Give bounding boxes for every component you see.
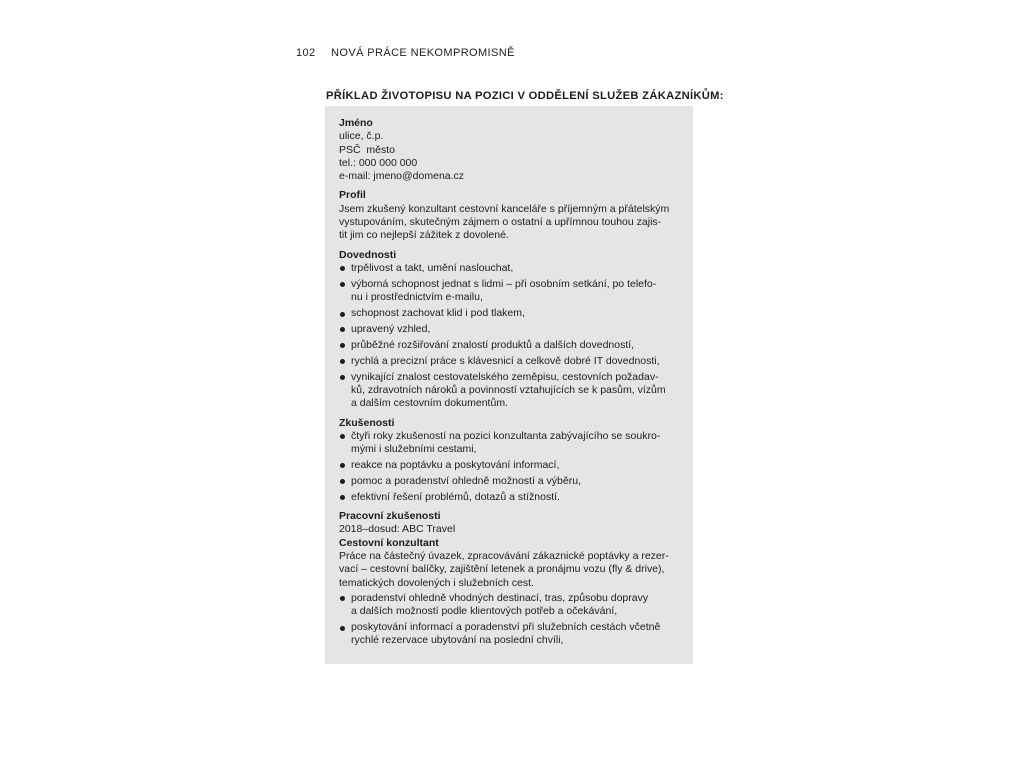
profile-section: [339, 189, 679, 242]
bullet-icon: [340, 282, 345, 287]
work-experience-heading: Pracovní zkušenosti: [339, 510, 441, 523]
list-item-line: průběžné rozšiřování znalostí produktů a dalších dovedností,: [351, 338, 635, 351]
list-item-line: poradenství ohledně vhodných destinací, tras, způsobu dopravy: [351, 591, 649, 604]
profile-line: vystupováním, skutečným zájmem o ostatní a upřímnou touhou zajis-: [339, 216, 662, 229]
experience-summary-list: [339, 430, 679, 504]
list-item-line: rychlé rezervace ubytování na poslední chvíli,: [351, 634, 564, 647]
bullet-icon: [340, 312, 345, 317]
contact-phone: tel.: 000 000 000: [339, 156, 418, 169]
profile-heading: Profil: [339, 189, 366, 202]
list-item: [339, 621, 679, 648]
bullet-icon: [340, 495, 345, 500]
list-item-line: a dalších možností podle klientových potřeb a očekávání,: [351, 605, 618, 618]
skills-section: [339, 249, 679, 411]
list-item-line: čtyři roky zkušeností na pozici konzultanta zabývajícího se soukro-: [351, 429, 661, 442]
list-item-line: efektivní řešení problémů, dotazů a stížností.: [351, 490, 560, 503]
book-title: NOVÁ PRÁCE NEKOMPROMISNĚ: [331, 47, 515, 59]
experience-summary-section: [339, 417, 679, 505]
bullet-icon: [340, 343, 345, 348]
contact-name: Jméno: [339, 117, 373, 129]
bullet-icon: [340, 479, 345, 484]
list-item: [339, 278, 679, 305]
list-item-line: výborná schopnost jednat s lidmi – při osobním setkání, po telefo-: [351, 277, 657, 290]
list-item-line: ků, zdravotních nároků a povinností vztahujících se k pasům, vízům: [351, 383, 666, 396]
list-item: [339, 371, 679, 411]
section-heading: PŘÍKLAD ŽIVOTOPISU NA POZICI V ODDĚLENÍ SLUŽEB ZÁKAZNÍKŮM:: [326, 90, 724, 102]
contact-block: [339, 117, 679, 183]
bullet-icon: [340, 626, 345, 631]
list-item-line: mými i služebními cestami,: [351, 443, 477, 456]
bullet-icon: [340, 327, 345, 332]
skills-heading: Dovednosti: [339, 248, 397, 261]
cv-example-box: [325, 106, 693, 664]
bullet-icon: [340, 359, 345, 364]
list-item-line: schopnost zachovat klid i pod tlakem,: [351, 307, 525, 320]
profile-line: Jsem zkušený konzultant cestovní kanceláře s příjemným a přátelským: [339, 202, 670, 215]
work-period: 2018–dosud: ABC Travel: [339, 523, 456, 536]
contact-email: e-mail: jmeno@domena.cz: [339, 170, 465, 183]
list-item-line: rychlá a precizní práce s klávesnicí a celkově dobré IT dovednosti,: [351, 354, 660, 367]
list-item: [339, 355, 679, 368]
list-item: [339, 491, 679, 504]
list-item: [339, 339, 679, 352]
list-item: [339, 475, 679, 488]
experience-summary-heading: Zkušenosti: [339, 416, 395, 429]
job-description-line: vací – cestovní balíčky, zajištění letenek a pronájmu vozu (fly & drive),: [339, 563, 665, 576]
list-item: [339, 262, 679, 275]
list-item: [339, 459, 679, 472]
bullet-icon: [340, 375, 345, 380]
page-number: 102: [296, 47, 316, 59]
list-item: [339, 323, 679, 336]
running-head: [296, 47, 515, 59]
job-title: Cestovní konzultant: [339, 536, 439, 549]
list-item-line: poskytování informací a poradenství při služebních cestách včetně: [351, 621, 661, 634]
job-description-line: tematických dovolených i služebních cest.: [339, 576, 534, 589]
list-item-line: pomoc a poradenství ohledně možností a výběru,: [351, 474, 581, 487]
list-item-line: trpělivost a takt, umění naslouchat,: [351, 261, 514, 274]
list-item-line: reakce na poptávku a poskytování informací,: [351, 458, 560, 471]
bullet-icon: [340, 463, 345, 468]
list-item: [339, 430, 679, 457]
skills-list: [339, 262, 679, 411]
bullet-icon: [340, 434, 345, 439]
profile-line: tit jim co nejlepší zážitek z dovolené.: [339, 229, 509, 242]
job-duties-list: [339, 592, 679, 648]
bullet-icon: [340, 266, 345, 271]
contact-city: PSČ město: [339, 143, 396, 156]
contact-street: ulice, č.p.: [339, 130, 384, 143]
list-item: [339, 592, 679, 619]
list-item: [339, 307, 679, 320]
work-experience-section: [339, 510, 679, 648]
list-item-line: nu i prostřednictvím e-mailu,: [351, 291, 483, 304]
list-item-line: a dalším cestovním dokumentům.: [351, 397, 508, 410]
list-item-line: upravený vzhled,: [351, 322, 431, 335]
bullet-icon: [340, 596, 345, 601]
list-item-line: vynikající znalost cestovatelského zeměpisu, cestovních požadav-: [351, 370, 659, 383]
job-description-line: Práce na částečný úvazek, zpracovávání zákaznické poptávky a rezer-: [339, 549, 669, 562]
